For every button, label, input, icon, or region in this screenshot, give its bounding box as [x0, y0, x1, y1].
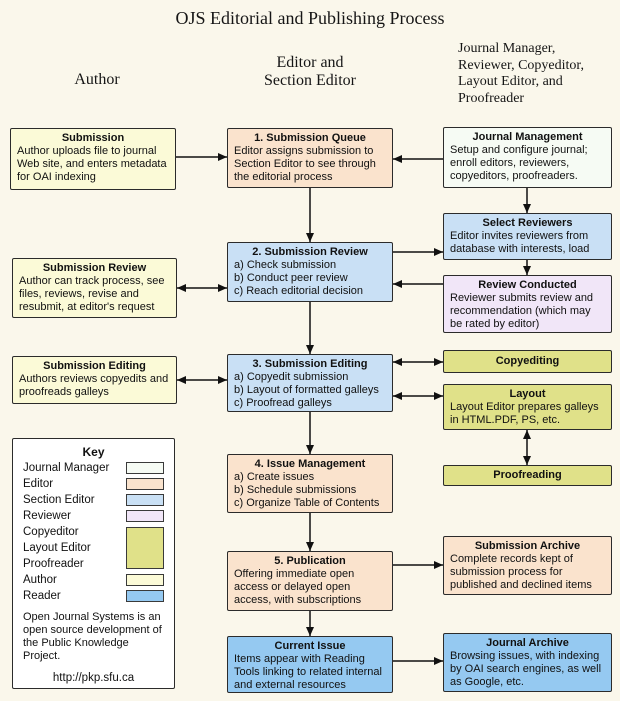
box-body: Items appear with Reading Tools linking to related internal and external resources [234, 653, 382, 691]
legend-label: Reader [23, 590, 61, 602]
box-body: Author can track process, see files, reviews, revise and resubmit, at editor's request [19, 275, 165, 313]
box-title: Journal Archive [486, 637, 569, 649]
box-current-issue [227, 636, 393, 693]
column-header-roles-line: Layout Editor, and [458, 74, 563, 89]
box-list-item: c) Reach editorial decision [234, 285, 364, 297]
legend-label: Section Editor [23, 494, 95, 506]
column-header-roles-line: Journal Manager, [458, 41, 556, 56]
legend-swatch-journal-manager [126, 462, 164, 474]
legend-swatch-production-roles [126, 527, 164, 569]
box-list-item: b) Conduct peer review [234, 272, 348, 284]
box-copyediting [443, 350, 612, 373]
box-body: Authors reviews copyedits and proofreads galleys [19, 373, 169, 398]
box-list-item: a) Check submission [234, 259, 337, 271]
legend-row-author [23, 572, 164, 588]
box-review-conducted [443, 275, 612, 333]
box-title: 2. Submission Review [252, 246, 368, 258]
legend-swatch-reviewer [126, 510, 164, 522]
box-submission-archive [443, 536, 612, 595]
box-author-submission-editing [12, 356, 177, 404]
box-list-item: a) Copyedit submission [234, 371, 349, 383]
box-title: Current Issue [274, 640, 346, 652]
box-list-item: c) Proofread galleys [234, 397, 332, 409]
legend-swatch-editor [126, 478, 164, 490]
box-proofreading [443, 465, 612, 486]
legend-label: Author [23, 574, 57, 586]
box-body: Editor assigns submission to Section Editor to see through the editorial process [234, 145, 376, 183]
column-header-author: Author [74, 71, 120, 88]
column-header-editor-line: Editor and [276, 54, 344, 71]
legend-row-section-editor [23, 492, 164, 508]
box-title: 3. Submission Editing [252, 358, 368, 370]
box-title: Submission Review [42, 262, 147, 274]
legend-row-journal-manager [23, 460, 164, 476]
box-title: Layout [509, 388, 546, 400]
column-header-roles-line: Reviewer, Copyeditor, [458, 57, 585, 73]
box-submission [10, 128, 176, 190]
box-body: Editor invites reviewers from database with interests, load [450, 230, 590, 255]
box-title: Review Conducted [478, 279, 577, 291]
box-publication [227, 551, 393, 611]
box-body: Author uploads file to journal Web site, and enters metadata for OAI indexing [17, 145, 167, 183]
box-title: Submission Archive [474, 540, 581, 552]
box-body: Setup and configure journal; enroll editors, reviewers, copyeditors, proofreaders. [450, 144, 588, 182]
legend-label: Reviewer [23, 510, 71, 522]
box-title: Submission Editing [43, 360, 146, 372]
box-body: Browsing issues, with indexing by OAI search engines, as well as Google, etc. [450, 650, 602, 688]
box-journal-archive [443, 633, 612, 692]
legend-row-production-roles [23, 524, 164, 572]
legend-label: Editor [23, 478, 54, 490]
box-list-item: a) Create issues [234, 471, 315, 483]
legend-note: Open Journal Systems is an open source development of the Public Knowledge Project. [23, 611, 162, 662]
box-title: Copyediting [495, 355, 560, 367]
box-submission-review [227, 242, 393, 302]
legend-swatch-reader [126, 590, 164, 602]
legend-swatch-section-editor [126, 494, 164, 506]
box-submission-editing [227, 354, 393, 412]
box-list-item: b) Layout of formatted galleys [234, 384, 379, 396]
column-header-roles [458, 41, 614, 107]
legend-key [12, 438, 175, 689]
legend-title: Key [82, 445, 105, 459]
box-issue-management [227, 454, 393, 513]
box-author-submission-review [12, 258, 177, 318]
box-title: 4. Issue Management [254, 458, 366, 470]
legend-label: Layout Editor [23, 542, 91, 554]
legend-row-editor [23, 476, 164, 492]
legend-label: Copyeditor [23, 526, 79, 538]
box-layout [443, 384, 612, 430]
box-title: 1. Submission Queue [254, 132, 366, 144]
box-journal-management [443, 127, 612, 188]
column-header-editor [230, 54, 390, 90]
box-list-item: c) Organize Table of Contents [234, 497, 380, 509]
box-select-reviewers [443, 213, 612, 260]
box-body: Offering immediate open access or delayed open access, with subscriptions [234, 568, 362, 606]
column-header-roles-line: Proofreader [458, 90, 525, 106]
box-list-item: b) Schedule submissions [234, 484, 357, 496]
box-title: 5. Publication [274, 555, 346, 567]
box-body: Reviewer submits review and recommendation (which may be rated by editor) [450, 292, 594, 330]
box-title: Select Reviewers [482, 217, 573, 229]
box-body: Complete records kept of submission process for published and declined items [450, 553, 592, 591]
legend-label: Journal Manager [23, 462, 110, 474]
box-title: Journal Management [472, 131, 583, 143]
column-header-editor-line: Section Editor [264, 72, 356, 89]
box-title: Proofreading [493, 469, 562, 481]
box-body: Layout Editor prepares galleys in HTML.PDF, PS, etc. [450, 401, 599, 426]
legend-row-reader [23, 588, 164, 604]
legend-row-reviewer [23, 508, 164, 524]
legend-swatch-author [126, 574, 164, 586]
box-title: Submission [61, 132, 125, 144]
legend-url: http://pkp.sfu.ca [52, 672, 135, 684]
legend-label: Proofreader [23, 558, 84, 570]
page-title: OJS Editorial and Publishing Process [175, 8, 445, 28]
box-submission-queue [227, 128, 393, 188]
